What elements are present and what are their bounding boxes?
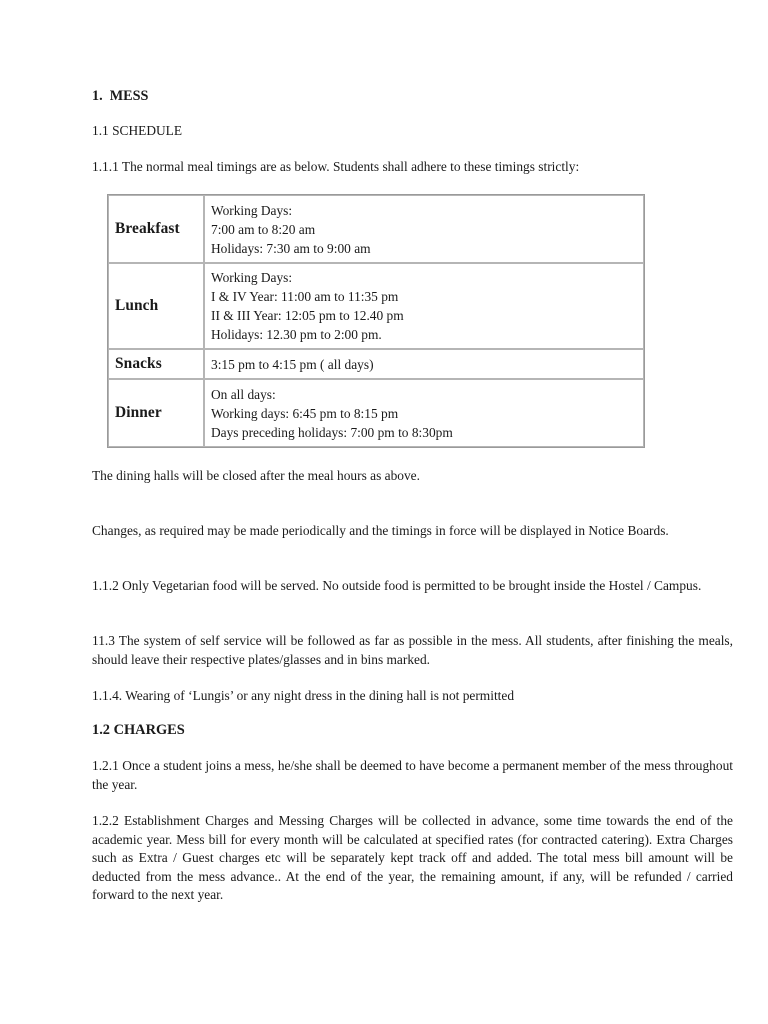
section-number: 1.	[92, 88, 103, 104]
section-heading	[92, 87, 733, 106]
schedule-heading: 1.1 SCHEDULE	[92, 123, 183, 138]
time-line: I & IV Year: 11:00 am to 11:35 pm	[211, 289, 399, 304]
meal-times-breakfast	[204, 195, 644, 263]
meal-name-snacks: Snacks	[108, 349, 204, 379]
time-line: 3:15 pm to 4:15 pm ( all days)	[211, 356, 374, 372]
table-row	[108, 195, 644, 263]
meal-name-dinner: Dinner	[108, 379, 204, 447]
meal-times-dinner	[204, 379, 644, 447]
time-line: Working days: 6:45 pm to 8:15 pm	[211, 405, 399, 421]
meal-timings-table	[107, 194, 645, 448]
time-line: Working Days:	[211, 270, 293, 285]
paragraph-dining-closed: The dining halls will be closed after the meal hours as above.	[92, 468, 420, 483]
section-title: MESS	[109, 88, 149, 104]
meal-name-breakfast: Breakfast	[108, 195, 204, 263]
time-line: II & III Year: 12:05 pm to 12.40 pm	[211, 308, 404, 323]
meal-times-snacks	[204, 349, 644, 379]
table-row	[108, 379, 644, 447]
table-row	[108, 349, 644, 379]
time-line: On all days:	[211, 386, 276, 402]
time-line: Holidays: 7:30 am to 9:00 am	[211, 240, 371, 256]
table-row	[108, 263, 644, 349]
paragraph-vegetarian: 1.1.2 Only Vegetarian food will be served. No outside food is permitted to be brought inside the Hostel / Campus.	[92, 578, 702, 593]
meal-times-lunch	[204, 263, 644, 349]
paragraph-self-service: 11.3 The system of self service will be followed as far as possible in the mess. All students, after finishing the meals, should leave their respective plates/glasses and in bins marked.	[92, 633, 733, 667]
time-line: Holidays: 12.30 pm to 2:00 pm.	[211, 327, 382, 342]
paragraph-dress-code: 1.1.4. Wearing of ‘Lungis’ or any night dress in the dining hall is not permitted	[92, 688, 515, 703]
paragraph-charges-1: 1.2.1 Once a student joins a mess, he/she shall be deemed to have become a permanent member of the mess throughout the year.	[92, 758, 733, 792]
paragraph-changes: Changes, as required may be made periodically and the timings in force will be displayed in Notice Boards.	[92, 523, 669, 538]
meal-name-lunch: Lunch	[108, 263, 204, 349]
paragraph-charges-2: 1.2.2 Establishment Charges and Messing Charges will be collected in advance, some time towards the end of the academic year. Mess bill for every month will be calculated at specified rates (for contracted catering). Extra Charges such as Extra / Guest charges etc will be separately kept track off and added. The total mess bill amount will be deducted from the mess advance.. At the end of the year, the remaining amount, if any, will be refunded / carried forward to the next year.	[92, 813, 733, 903]
time-line: Working Days:	[211, 202, 293, 218]
time-line: 7:00 am to 8:20 am	[211, 221, 316, 237]
schedule-intro: 1.1.1 The normal meal timings are as below. Students shall adhere to these timings strictly:	[92, 159, 580, 174]
charges-heading: 1.2 CHARGES	[92, 722, 185, 738]
time-line: Days preceding holidays: 7:00 pm to 8:30pm	[211, 424, 453, 440]
